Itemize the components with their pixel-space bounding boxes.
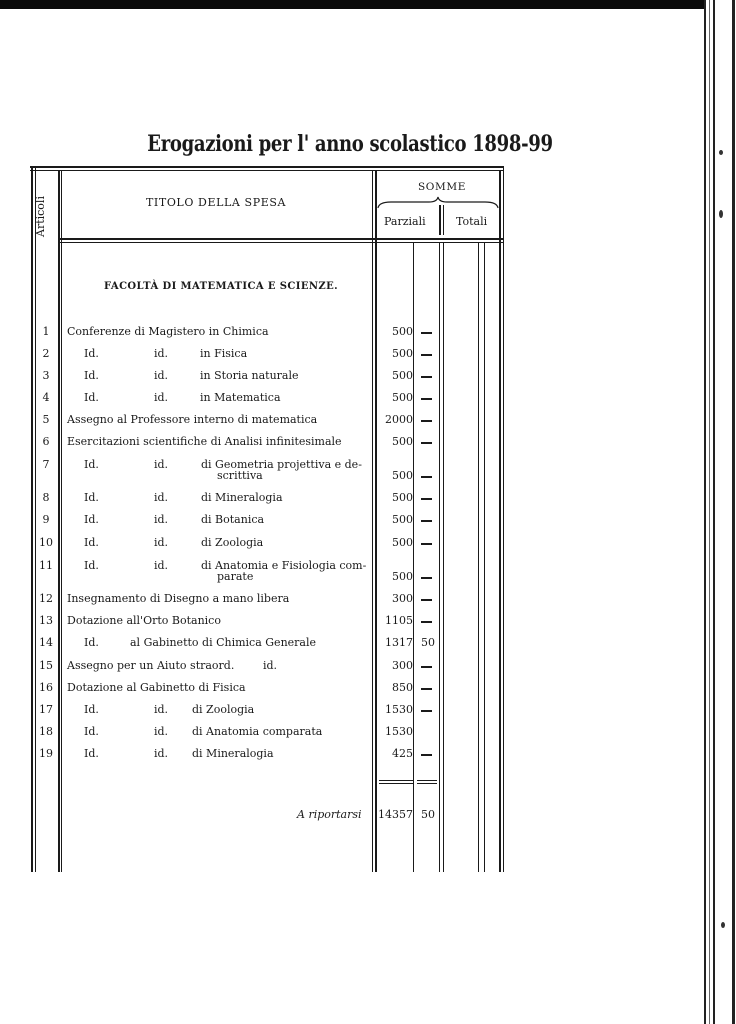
column-header-parziali: Parziali [384, 215, 426, 228]
description-part-2: id. [154, 491, 169, 504]
description-part-3: di Zoologia [201, 536, 264, 549]
article-number: 15 [39, 659, 53, 672]
description-part-1: Id. [84, 636, 99, 649]
carry-forward-cents: 50 [421, 808, 435, 821]
partial-amount: 300 [392, 592, 413, 605]
description-part-2: id. [154, 703, 169, 716]
cents-dash [421, 398, 432, 400]
article-number: 12 [39, 592, 53, 605]
article-number: 10 [39, 536, 53, 549]
description-part-3: di Botanica [201, 513, 265, 526]
description-part-3: di Mineralogia [192, 747, 274, 760]
description-part-1: Id. [84, 536, 99, 549]
partial-amount: 500 [392, 391, 413, 404]
description-part-2: id. [154, 559, 169, 572]
description-part-1: Id. [84, 747, 99, 760]
cents-dash [421, 543, 432, 545]
column-header-articoli: Articoli [34, 196, 47, 237]
description-continuation: parate [217, 570, 254, 583]
article-number: 6 [42, 435, 50, 448]
cents-dash [421, 498, 432, 500]
cents-dash [421, 621, 432, 623]
description-part-1: Id. [84, 491, 99, 504]
partial-amount: 1317 [385, 636, 413, 649]
partial-amount: 500 [392, 536, 413, 549]
description-continuation: scrittiva [217, 469, 263, 482]
cents-dash [421, 599, 432, 601]
partial-amount: 1105 [385, 614, 413, 627]
description-part-3: di Mineralogia [201, 491, 283, 504]
partial-cents: 50 [421, 636, 435, 649]
cents-dash [421, 754, 432, 756]
description-part-1: Insegnamento di Disegno a mano libera [67, 592, 290, 605]
column-header-totali: Totali [456, 215, 488, 228]
partial-amount: 500 [392, 435, 413, 448]
description-part-3: in Fisica [200, 347, 248, 360]
cents-dash [421, 354, 432, 356]
description-part-2: al Gabinetto di Chimica Generale [130, 636, 317, 649]
article-number: 5 [42, 413, 50, 426]
article-number: 14 [39, 636, 53, 649]
description-part-3: di Anatomia comparata [192, 725, 323, 738]
carry-forward-label: A riportarsi [297, 808, 362, 821]
carry-forward-amount: 14357 [378, 808, 413, 821]
description-part-1: Assegno al Professore interno di matematica [67, 413, 318, 426]
cents-dash [421, 476, 432, 478]
article-number: 4 [42, 391, 50, 404]
scan-top-border [0, 0, 736, 9]
description-part-3: in Storia naturale [200, 369, 299, 382]
partial-amount: 425 [392, 747, 413, 760]
description-part-3: di Zoologia [192, 703, 255, 716]
article-number: 2 [42, 347, 50, 360]
article-number: 7 [42, 458, 50, 471]
article-number: 13 [39, 614, 53, 627]
description-part-3: di Geometria projettiva e de- [201, 458, 362, 471]
partial-amount: 2000 [385, 413, 413, 426]
description-part-2: id. [154, 369, 169, 382]
cents-dash [421, 332, 432, 334]
partial-amount: 1530 [385, 725, 413, 738]
description-part-2: id. [154, 513, 169, 526]
description-part-1: Dotazione al Gabinetto di Fisica [67, 681, 246, 694]
cents-dash [421, 520, 432, 522]
description-part-2: id. [154, 747, 169, 760]
article-number: 11 [39, 559, 53, 572]
partial-amount: 1530 [385, 703, 413, 716]
description-part-2: id. [263, 659, 278, 672]
article-number: 18 [39, 725, 53, 738]
cents-dash [421, 688, 432, 690]
description-part-1: Id. [84, 347, 99, 360]
section-heading: FACOLTÀ DI MATEMATICA E SCIENZE. [104, 281, 338, 292]
cents-dash [421, 376, 432, 378]
description-part-1: Id. [84, 391, 99, 404]
cents-dash [421, 577, 432, 579]
article-number: 9 [42, 513, 50, 526]
description-part-1: Id. [84, 725, 99, 738]
partial-amount: 300 [392, 659, 413, 672]
article-number: 16 [39, 681, 53, 694]
article-number: 19 [39, 747, 53, 760]
description-part-1: Esercitazioni scientifiche di Analisi infinitesimale [67, 435, 342, 448]
description-part-2: id. [154, 536, 169, 549]
description-part-1: Id. [84, 703, 99, 716]
column-header-titolo: TITOLO DELLA SPESA [146, 196, 287, 209]
article-number: 17 [39, 703, 53, 716]
description-part-1: Id. [84, 369, 99, 382]
description-part-2: id. [154, 391, 169, 404]
cents-dash [421, 710, 432, 712]
description-part-1: Conferenze di Magistero in Chimica [67, 325, 269, 338]
partial-amount: 500 [392, 513, 413, 526]
article-number: 8 [42, 491, 50, 504]
description-part-1: Id. [84, 513, 99, 526]
description-part-3: di Anatomia e Fisiologia com- [201, 559, 367, 572]
description-part-2: id. [154, 725, 169, 738]
column-header-somme: SOMME [418, 181, 466, 193]
page-title: Erogazioni per l' anno scolastico 1898-99 [147, 131, 553, 157]
partial-amount: 850 [392, 681, 413, 694]
cents-dash [421, 420, 432, 422]
partial-amount: 500 [392, 347, 413, 360]
cents-dash [421, 442, 432, 444]
partial-amount: 500 [392, 469, 413, 482]
article-number: 1 [42, 325, 50, 338]
partial-amount: 500 [392, 491, 413, 504]
description-part-3: in Matematica [200, 391, 281, 404]
description-part-1: Assegno per un Aiuto straord. [67, 659, 235, 672]
description-part-1: Id. [84, 458, 99, 471]
description-part-1: Id. [84, 559, 99, 572]
cents-dash [421, 666, 432, 668]
article-number: 3 [42, 369, 50, 382]
description-part-2: id. [154, 347, 169, 360]
description-part-2: id. [154, 458, 169, 471]
partial-amount: 500 [392, 369, 413, 382]
somme-brace [377, 196, 499, 210]
description-part-1: Dotazione all'Orto Botanico [67, 614, 221, 627]
partial-amount: 500 [392, 570, 413, 583]
partial-amount: 500 [392, 325, 413, 338]
